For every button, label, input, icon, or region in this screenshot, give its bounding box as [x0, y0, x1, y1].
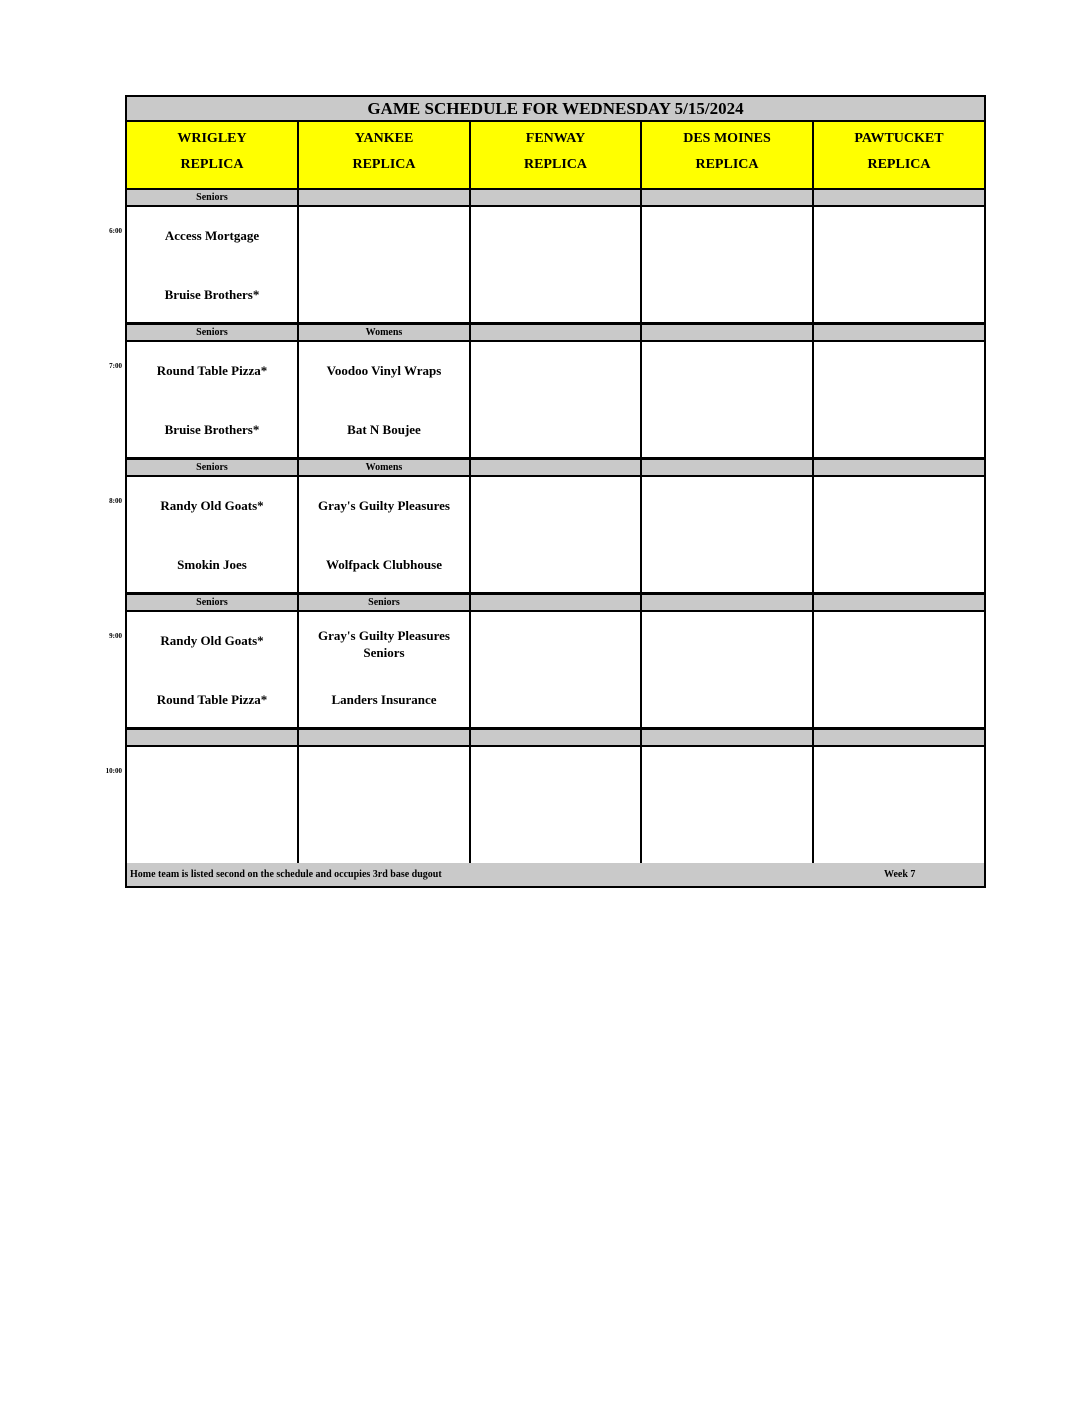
division-label: Womens: [299, 460, 471, 477]
time-label: 6:00: [109, 227, 122, 235]
home-team: Round Table Pizza*: [156, 692, 268, 707]
game-cell: [471, 747, 642, 865]
game-cell: [127, 477, 299, 595]
game-cell: [642, 612, 814, 730]
field-name: DES MOINES: [683, 131, 771, 146]
week-label: Week 7: [884, 869, 916, 880]
game-cell: [471, 477, 642, 595]
time-label: 9:00: [109, 632, 122, 640]
field-name: FENWAY: [525, 131, 586, 146]
division-label: [814, 325, 984, 342]
visiting-team: Randy Old Goats*: [160, 633, 264, 648]
field-header-4: [642, 122, 814, 190]
division-label: Seniors: [299, 595, 471, 612]
visiting-team: Randy Old Goats*: [160, 498, 264, 513]
division-label: [471, 190, 642, 207]
field-subtitle: REPLICA: [180, 157, 244, 172]
game-cell: [299, 477, 471, 595]
field-header-1: [127, 122, 299, 190]
field-header-3: [471, 122, 642, 190]
time-label: 8:00: [109, 497, 122, 505]
field-name: WRIGLEY: [177, 131, 247, 146]
division-label: [471, 325, 642, 342]
division-label: [814, 190, 984, 207]
field-header-2: [299, 122, 471, 190]
division-label: [642, 190, 814, 207]
game-cell: [127, 207, 299, 325]
division-label: [299, 190, 471, 207]
division-label: Seniors: [127, 325, 299, 342]
game-cell: [127, 612, 299, 730]
visiting-team: Gray's Guilty Pleasures: [318, 498, 450, 513]
division-label: Womens: [299, 325, 471, 342]
division-label: [814, 460, 984, 477]
division-label: [299, 730, 471, 747]
game-cell: [642, 477, 814, 595]
field-subtitle: REPLICA: [695, 157, 759, 172]
field-header-5: [814, 122, 984, 190]
division-label: Seniors: [127, 190, 299, 207]
field-name: YANKEE: [354, 131, 414, 146]
home-team: Smokin Joes: [177, 557, 247, 572]
visiting-team: Round Table Pizza*: [156, 363, 268, 378]
division-label: [642, 460, 814, 477]
division-label: [814, 595, 984, 612]
home-team: Bruise Brothers*: [164, 422, 260, 437]
game-cell: [471, 207, 642, 325]
time-label: 10:00: [105, 767, 122, 775]
game-cell: [299, 207, 471, 325]
home-team-note: Home team is listed second on the schedule and occupies 3rd base dugout: [130, 869, 442, 880]
game-cell: [299, 612, 471, 730]
division-label: [642, 730, 814, 747]
schedule-title: GAME SCHEDULE FOR WEDNESDAY 5/15/2024: [127, 97, 984, 122]
game-cell: [814, 477, 984, 595]
schedule-sheet: [125, 95, 986, 888]
game-cell: [299, 342, 471, 460]
division-label: [127, 730, 299, 747]
game-cell: [814, 342, 984, 460]
time-label: 7:00: [109, 362, 122, 370]
visiting-team: Voodoo Vinyl Wraps: [326, 363, 442, 378]
game-cell: [814, 747, 984, 865]
division-label: [642, 595, 814, 612]
home-team: Bat N Boujee: [347, 422, 421, 437]
game-cell: [471, 342, 642, 460]
division-label: [471, 460, 642, 477]
game-cell: [814, 207, 984, 325]
division-label: [471, 730, 642, 747]
field-subtitle: REPLICA: [352, 157, 416, 172]
division-label: [642, 325, 814, 342]
division-label: Seniors: [127, 595, 299, 612]
schedule-footer: [127, 863, 984, 886]
game-cell: [127, 342, 299, 460]
home-team: Bruise Brothers*: [164, 287, 260, 302]
division-label: Seniors: [127, 460, 299, 477]
game-cell: [471, 612, 642, 730]
visiting-team: Access Mortgage: [164, 228, 260, 243]
home-team: Wolfpack Clubhouse: [326, 557, 442, 572]
field-name: PAWTUCKET: [854, 131, 944, 146]
game-cell: [642, 207, 814, 325]
game-cell: [642, 747, 814, 865]
division-label: [471, 595, 642, 612]
division-label: [814, 730, 984, 747]
game-cell: [814, 612, 984, 730]
game-cell: [127, 747, 299, 865]
visiting-team: Gray's Guilty Pleasures Seniors: [318, 628, 450, 660]
field-subtitle: REPLICA: [867, 157, 931, 172]
game-cell: [299, 747, 471, 865]
field-subtitle: REPLICA: [523, 157, 587, 172]
home-team: Landers Insurance: [331, 692, 437, 707]
game-cell: [642, 342, 814, 460]
